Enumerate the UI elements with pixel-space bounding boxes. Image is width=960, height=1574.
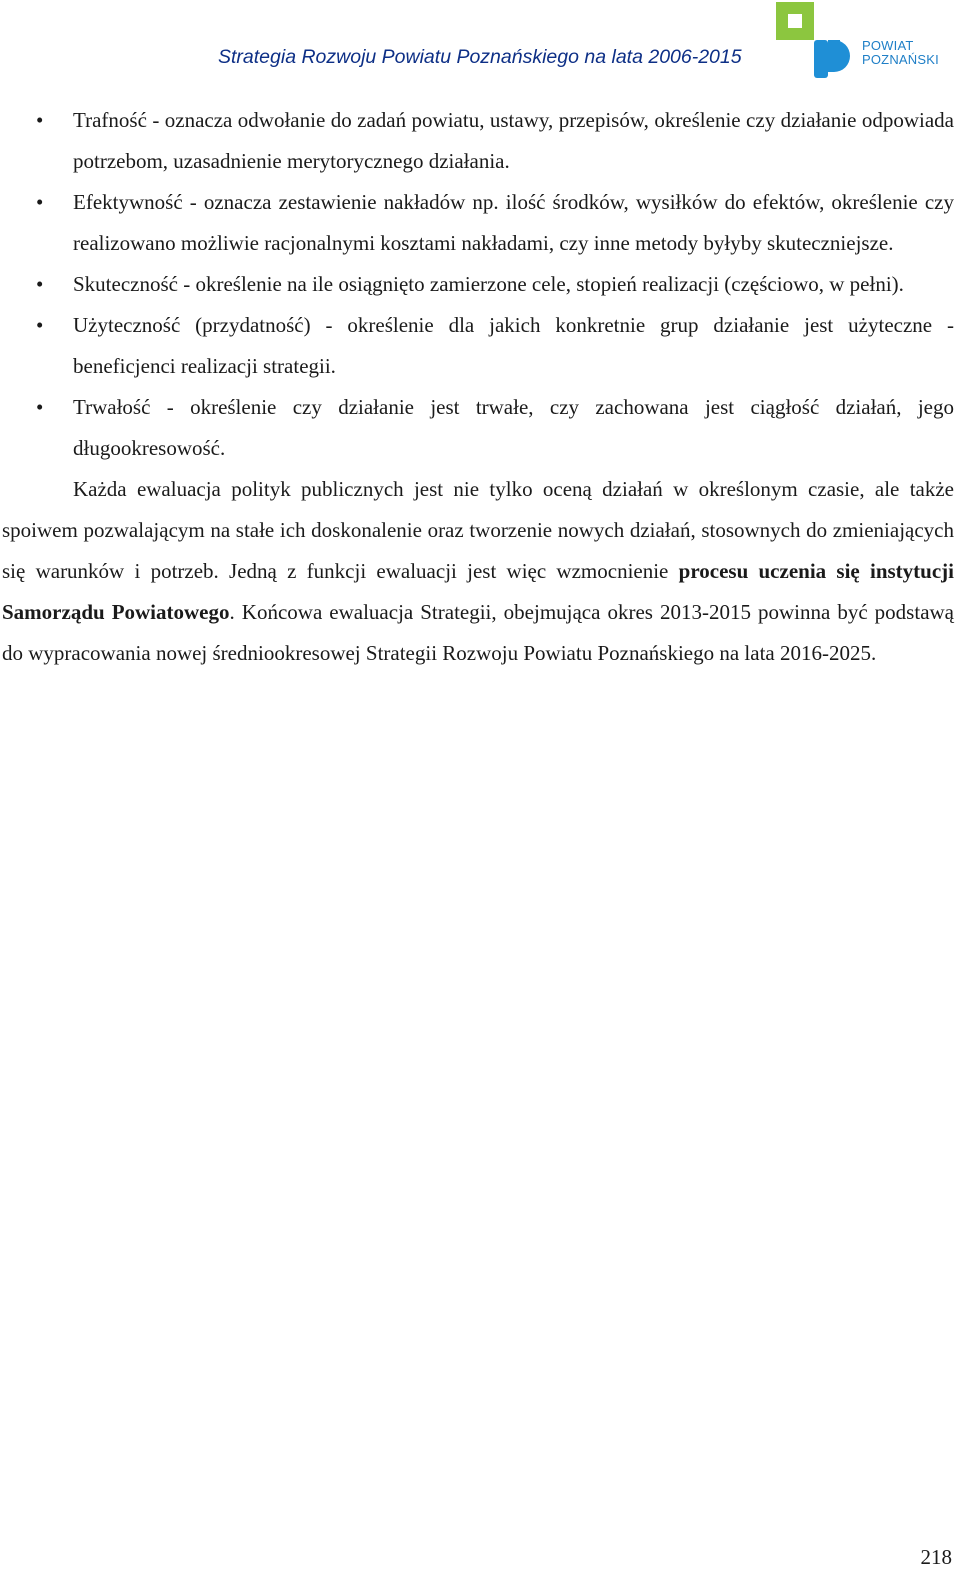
list-item-text: Skuteczność - określenie na ile osiągnięto zamierzone cele, stopień realizacji (częściowo, w pełni).: [73, 272, 904, 296]
paragraph-emphasis: procesu uczenia się instytucji Samorządu Powiatowego: [2, 559, 954, 624]
bullet-icon: •: [36, 108, 44, 132]
logo-wordmark: [862, 39, 939, 67]
bullet-icon: •: [36, 395, 44, 419]
bullet-icon: •: [36, 190, 44, 214]
list-item: [2, 305, 954, 387]
list-item-text: Użyteczność (przydatność) - określenie dla jakich konkretnie grup działanie jest użyteczne - beneficjenci realizacji strategii.: [73, 313, 954, 378]
powiat-poznanski-logo: [776, 2, 956, 82]
evaluation-paragraph: [2, 469, 954, 674]
page-number: 218: [920, 1545, 952, 1569]
bullet-icon: •: [36, 272, 44, 296]
list-item: [2, 264, 954, 305]
bullet-icon: •: [36, 313, 44, 337]
logo-line-2: POZNAŃSKI: [862, 52, 939, 67]
running-header-title: Strategia Rozwoju Powiatu Poznańskiego na lata 2006-2015: [218, 46, 742, 68]
logo-mark-icon: [776, 2, 856, 82]
list-item-text: Trafność - oznacza odwołanie do zadań powiatu, ustawy, przepisów, określenie czy działanie odpowiada potrzebom, uzasadnienie merytorycznego działania.: [73, 108, 954, 173]
document-body: [2, 100, 954, 674]
list-item: [2, 387, 954, 469]
list-item-text: Trwałość - określenie czy działanie jest trwałe, czy zachowana jest ciągłość działań, jego długookresowość.: [73, 395, 954, 460]
list-item-text: Efektywność - oznacza zestawienie nakładów np. ilość środków, wysiłków do efektów, określenie czy realizowano możliwie racjonalnymi kosztami nakładami, czy inne metody byłyby skuteczniejsze.: [73, 190, 954, 255]
logo-line-1: POWIAT: [862, 38, 914, 53]
list-item: [2, 100, 954, 182]
evaluation-criteria-list: [2, 100, 954, 469]
paragraph-text-2: . Końcowa ewaluacja Strategii, obejmująca okres 2013-2015 powinna być podstawą do wypracowania nowej średniookresowej Strategii Rozwoju Powiatu Poznańskiego na lata 2016-2025.: [2, 600, 954, 665]
paragraph-text-1: Każda ewaluacja polityk publicznych jest nie tylko oceną działań w określonym czasie, ale także spoiwem pozwalającym na stałe ich doskonalenie oraz tworzenie nowych działań, stosownych do zmieniających się warunków i potrzeb. Jedną z funkcji ewaluacji jest więc wzmocnienie: [2, 477, 954, 583]
list-item: [2, 182, 954, 264]
